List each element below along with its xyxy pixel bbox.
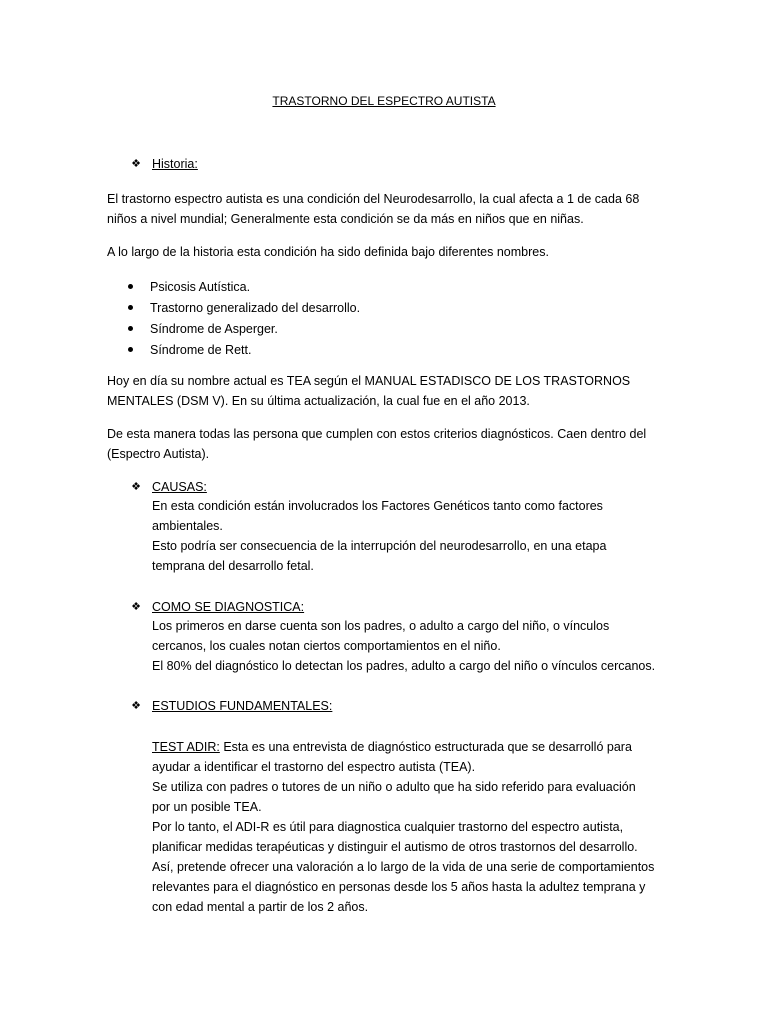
diagnostico-line: Los primeros en darse cuenta son los padres, o adulto a cargo del niño, o vínculos bbox=[152, 619, 610, 633]
diagnostico-body bbox=[152, 616, 672, 676]
bullet-dot-icon bbox=[128, 305, 133, 310]
estudios-line: por un posible TEA. bbox=[152, 800, 262, 814]
diagnostico-line: El 80% del diagnóstico lo detectan los padres, adulto a cargo del niño o vínculos cercanos. bbox=[152, 659, 656, 673]
estudios-line: Se utiliza con padres o tutores de un niño o adulto que ha sido referido para evaluación bbox=[152, 780, 636, 794]
estudios-body bbox=[152, 737, 672, 917]
section-heading-estudios: ESTUDIOS FUNDAMENTALES: bbox=[152, 699, 333, 713]
bullet-dot-icon bbox=[128, 326, 133, 331]
estudios-line: ayudar a identificar el trastorno del espectro autista (TEA). bbox=[152, 760, 476, 774]
causas-line: En esta condición están involucrados los Factores Genéticos tanto como factores bbox=[152, 499, 603, 513]
section-heading-diagnostico: COMO SE DIAGNOSTICA: bbox=[152, 600, 305, 614]
estudios-first-line: TEST ADIR: Esta es una entrevista de diagnóstico estructurada que se desarrolló para bbox=[152, 740, 632, 754]
list-item: Psicosis Autística. bbox=[128, 277, 360, 298]
document-title: TRASTORNO DEL ESPECTRO AUTISTA bbox=[272, 94, 496, 108]
diagnostico-line: cercanos, los cuales notan ciertos comportamientos en el niño. bbox=[152, 639, 501, 653]
causas-line: ambientales. bbox=[152, 519, 223, 533]
estudios-line: planificar medidas terapéuticas y distinguir el autismo de otros trastornos del desarrollo. bbox=[152, 840, 638, 854]
bullet-dot-icon bbox=[128, 347, 133, 352]
list-item: Trastorno generalizado del desarrollo. bbox=[128, 298, 360, 319]
list-item: Síndrome de Asperger. bbox=[128, 319, 360, 340]
estudios-line: relevantes para el diagnóstico en personas desde los 5 años hasta la adultez temprana y bbox=[152, 880, 646, 894]
diamond-bullet-icon: ❖ bbox=[131, 481, 141, 493]
historia-paragraph-3: Hoy en día su nombre actual es TEA según el MANUAL ESTADISCO DE LOS TRASTORNOS MENTALES (DSM V). En su última actualización, la cual fue en el año 2013. bbox=[107, 374, 631, 408]
historia-paragraph-4: De esta manera todas las persona que cumplen con estos criterios diagnósticos. Caen dentro del (Espectro Autista). bbox=[107, 427, 647, 461]
diamond-bullet-icon: ❖ bbox=[131, 700, 141, 712]
section-heading-historia: Historia: bbox=[152, 157, 198, 171]
causas-body bbox=[152, 496, 672, 576]
test-adir-label: TEST ADIR: bbox=[152, 740, 220, 754]
bullet-dot-icon bbox=[128, 284, 133, 289]
causas-line: Esto podría ser consecuencia de la interrupción del neurodesarrollo, en una etapa bbox=[152, 539, 607, 553]
diamond-bullet-icon: ❖ bbox=[131, 601, 141, 613]
section-heading-causas: CAUSAS: bbox=[152, 480, 207, 494]
estudios-line: Por lo tanto, el ADI-R es útil para diagnostica cualquier trastorno del espectro autista, bbox=[152, 820, 624, 834]
historia-paragraph-2: A lo largo de la historia esta condición ha sido definida bajo diferentes nombres. bbox=[107, 245, 549, 259]
list-item: Síndrome de Rett. bbox=[128, 340, 360, 361]
names-list bbox=[128, 277, 360, 361]
causas-line: temprana del desarrollo fetal. bbox=[152, 559, 314, 573]
estudios-line: Así, pretende ofrecer una valoración a lo largo de la vida de una serie de comportamientos bbox=[152, 860, 655, 874]
historia-paragraph-1: El trastorno espectro autista es una condición del Neurodesarrollo, la cual afecta a 1 de cada 68 niños a nivel mundial; Generalmente esta condición se da más en niños que en niñas. bbox=[107, 192, 640, 226]
estudios-line: con edad mental a partir de los 2 años. bbox=[152, 900, 369, 914]
diamond-bullet-icon: ❖ bbox=[131, 158, 141, 170]
